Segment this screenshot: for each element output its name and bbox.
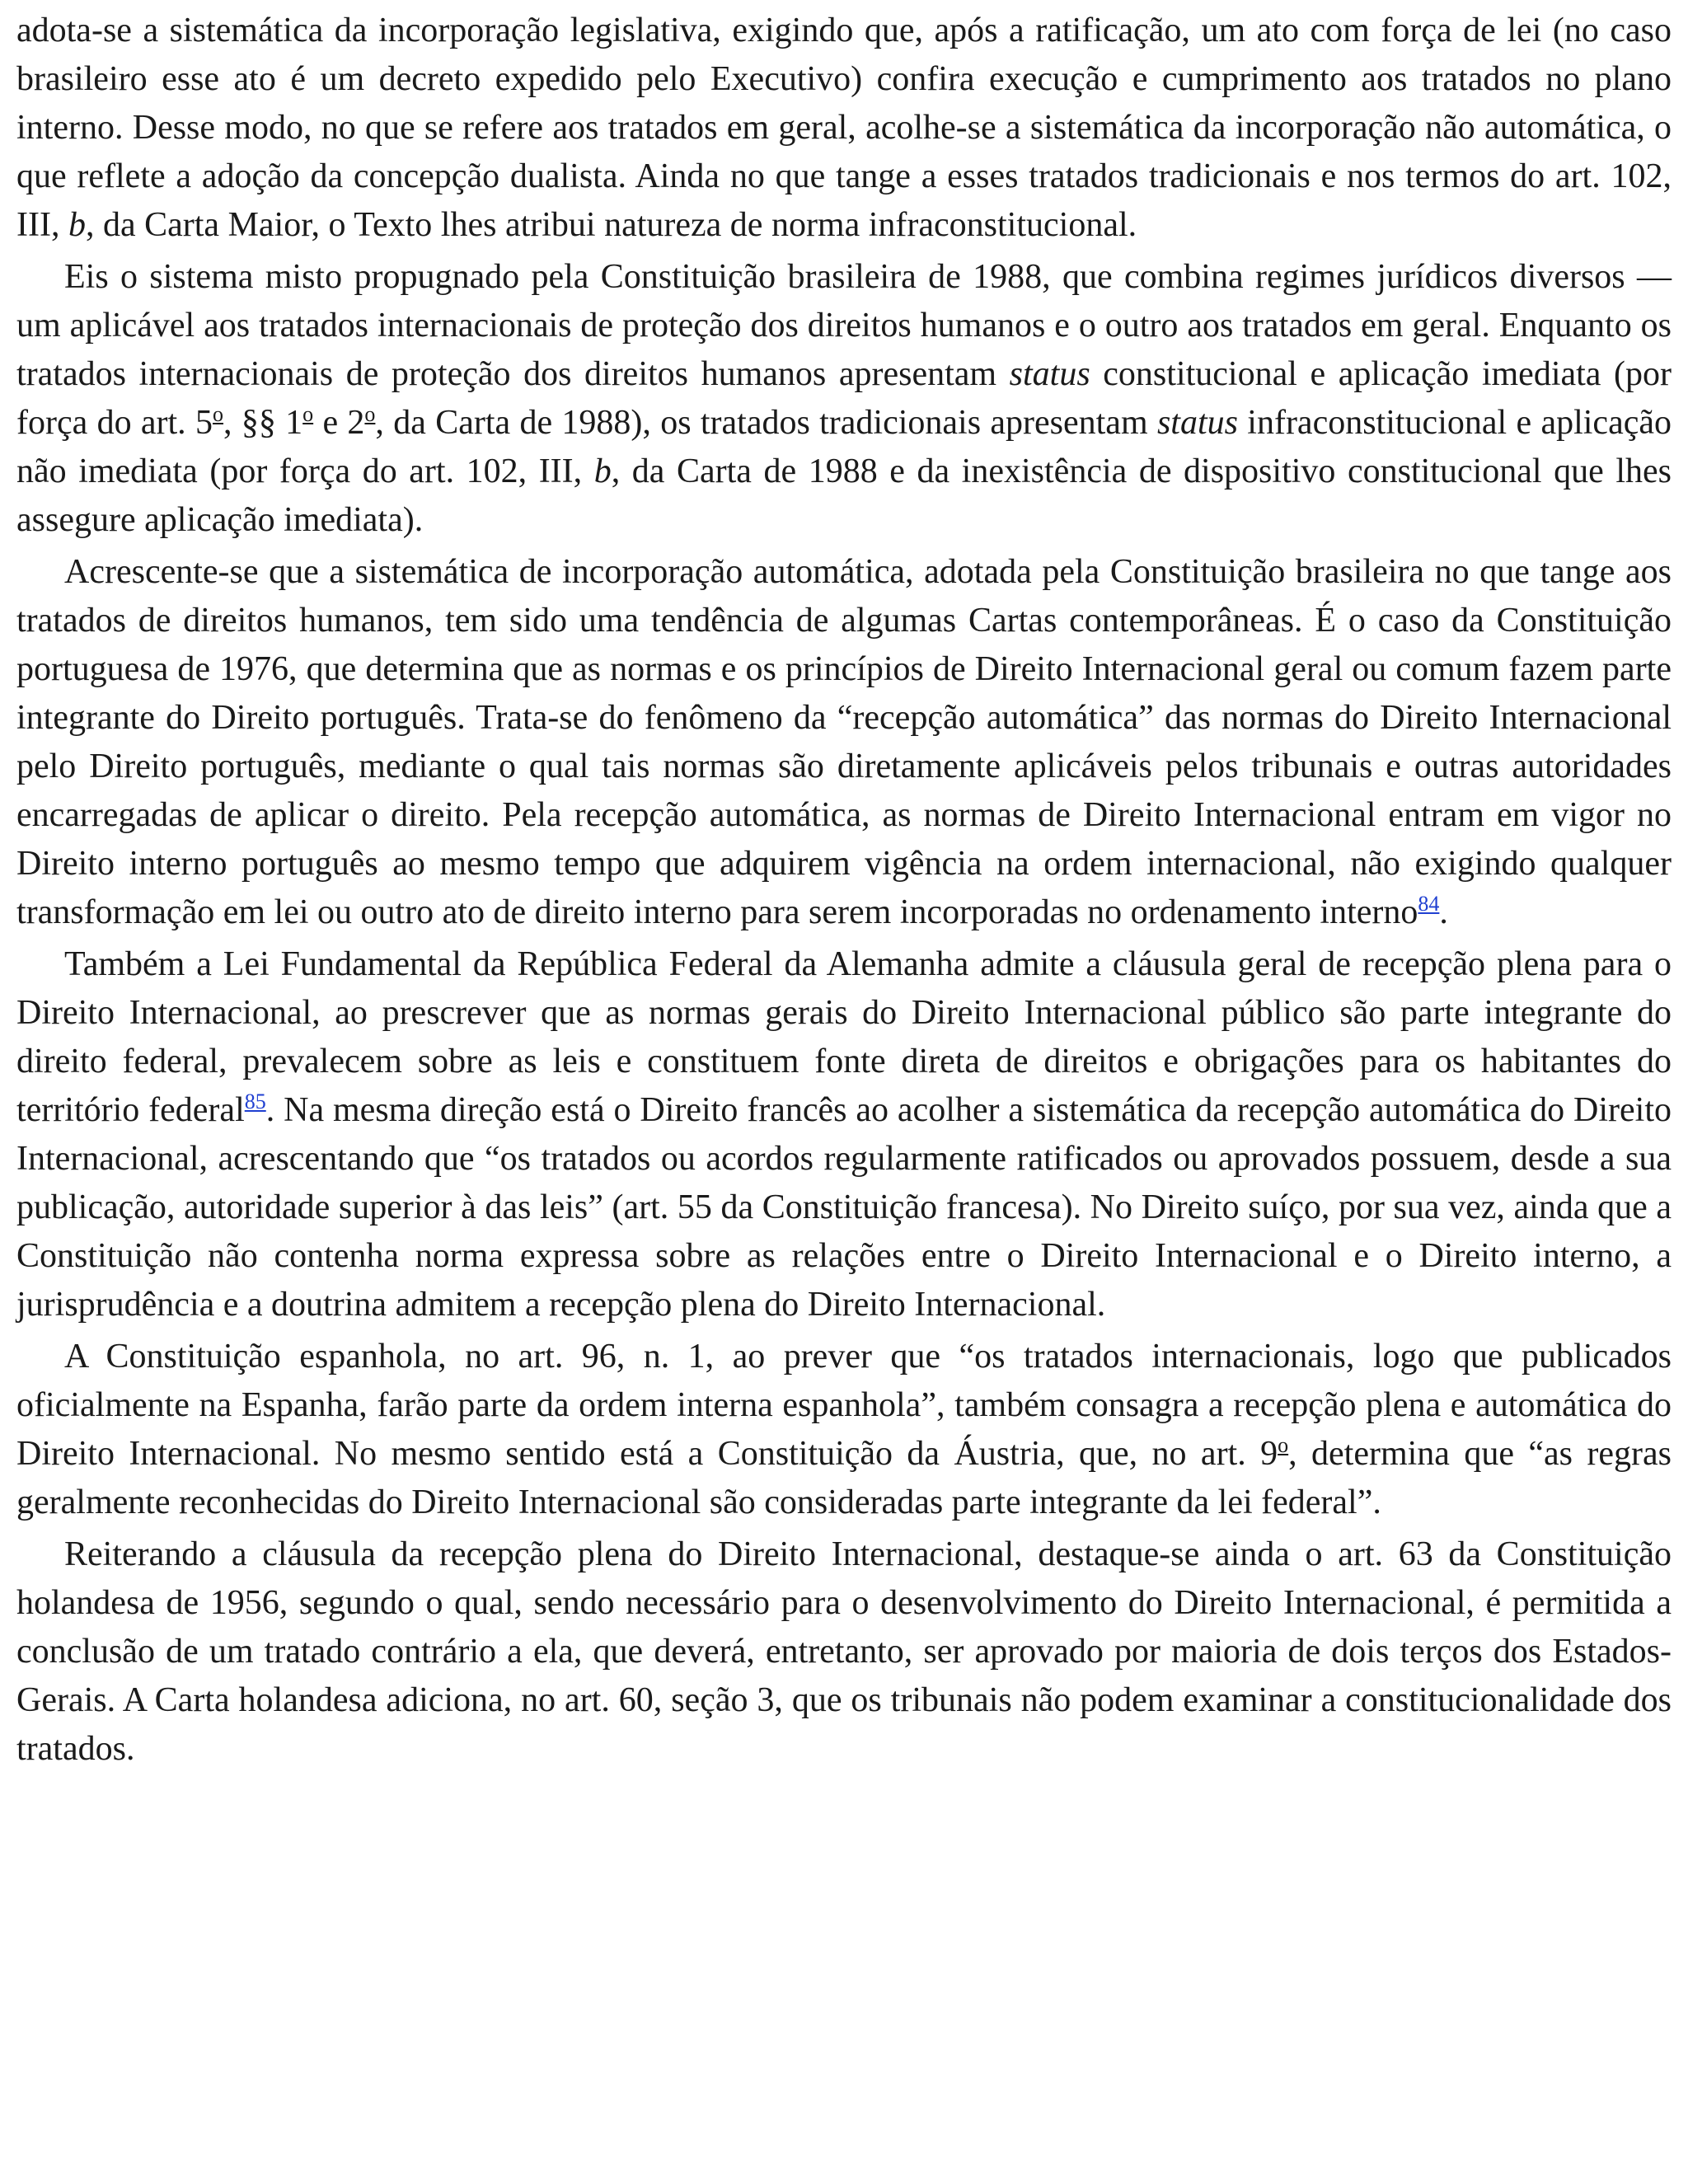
ordinal-superscript: o [1278, 1433, 1289, 1457]
body-paragraph [16, 940, 1672, 1329]
paragraph-text: , da Carta Maior, o Texto lhes atribui natureza de norma infraconstitucional. [85, 206, 1137, 244]
paragraph-text: , da Carta de 1988), os tratados tradicionais apresentam [375, 404, 1157, 442]
paragraph-text: constitucional e aplicação imediata (por força do art. 5 [16, 355, 1672, 442]
paragraph-text: , §§ 1 [223, 404, 303, 442]
paragraph-text: A Constituição espanhola, no art. 96, n. 1, ao prever que “os tratados internacionais, logo que publicados oficialmente na Espanha, farão parte da ordem interna espanhola”, também consagra a recepção plena e automática do Direito Internacional. No mesmo sentido está a Constituição da Áustria, que, no art. 9 [16, 1338, 1672, 1473]
italic-text: b [593, 452, 612, 490]
paragraph-text: infraconstitucional e aplicação não imediata (por força do art. 102, III, [16, 404, 1672, 490]
ordinal-superscript: o [213, 402, 223, 426]
paragraph-text: . [1439, 893, 1448, 931]
italic-text: status [1156, 404, 1238, 442]
body-paragraph [16, 548, 1672, 937]
italic-text: b [68, 206, 86, 244]
italic-text: status [1009, 355, 1090, 393]
body-paragraph [16, 1333, 1672, 1527]
paragraph-text: e 2 [313, 404, 365, 442]
body-paragraph [16, 7, 1672, 250]
paragraph-text: Também a Lei Fundamental da República Federal da Alemanha admite a cláusula geral de recepção plena para o Direito Internacional, ao prescrever que as normas gerais do Direito Internacional público são parte integrante do direito federal, prevalecem sobre as leis e constituem fonte direta de direitos e obrigações para os habitantes do território federal [16, 945, 1672, 1129]
paragraph-text: adota-se a sistemática da incorporação legislativa, exigindo que, após a ratificação, um ato com força de lei (no caso brasileiro esse ato é um decreto expedido pelo Executivo) confira execução e cumprimento aos tratados no plano interno. Desse modo, no que se refere aos tratados em geral, acolhe-se a sistemática da incorporação não automática, o que reflete a adoção da concepção dualista. Ainda no que tange a esses tratados tradicionais e nos termos do art. 102, III, [16, 12, 1672, 244]
paragraph-text: Acrescente-se que a sistemática de incorporação automática, adotada pela Constituição brasileira no que tange aos tratados de direitos humanos, tem sido uma tendência de algumas Cartas contemporâneas. É o caso da Constituição portuguesa de 1976, que determina que as normas e os princípios de Direito Internacional geral ou comum fazem parte integrante do Direito português. Trata-se do fenômeno da “recepção automática” das normas do Direito Internacional pelo Direito português, mediante o qual tais normas são diretamente aplicáveis pelos tribunais e outras autoridades encarregadas de aplicar o direito. Pela recepção automática, as normas de Direito Internacional entram em vigor no Direito interno português ao mesmo tempo que adquirem vigência na ordem internacional, não exigindo qualquer transformação em lei ou outro ato de direito interno para serem incorporadas no ordenamento interno [16, 553, 1672, 931]
body-paragraph [16, 1530, 1672, 1774]
footnote-link[interactable]: 84 [1418, 892, 1440, 916]
paragraph-text: , determina que “as regras geralmente reconhecidas do Direito Internacional são consideradas parte integrante da lei federal”. [16, 1435, 1672, 1521]
paragraph-text: , da Carta de 1988 e da inexistência de dispositivo constitucional que lhes assegure aplicação imediata). [16, 452, 1672, 539]
body-paragraph [16, 253, 1672, 545]
ordinal-superscript: o [302, 402, 314, 426]
paragraph-text: Eis o sistema misto propugnado pela Constituição brasileira de 1988, que combina regimes jurídicos diversos — um aplicável aos tratados internacionais de proteção dos direitos humanos e o outro aos tratados em geral. Enquanto os tratados internacionais de proteção dos direitos humanos apresentam [16, 258, 1672, 393]
paragraph-text: . Na mesma direção está o Direito francês ao acolher a sistemática da recepção automática do Direito Internacional, acrescentando que “os tratados ou acordos regularmente ratificados ou aprovados possuem, desde a sua publicação, autoridade superior à das leis” (art. 55 da Constituição francesa). No Direito suíço, por sua vez, ainda que a Constituição não contenha norma expressa sobre as relações entre o Direito Internacional e o Direito interno, a jurisprudência e a doutrina admitem a recepção plena do Direito Internacional. [16, 1091, 1672, 1324]
ordinal-superscript: o [364, 402, 376, 426]
paragraph-text: Reiterando a cláusula da recepção plena do Direito Internacional, destaque-se ainda o art. 63 da Constituição holandesa de 1956, segundo o qual, sendo necessário para o desenvolvimento do Direito Internacional, é permitida a conclusão de um tratado contrário a ela, que deverá, entretanto, ser aprovado por maioria de dois terços dos Estados-Gerais. A Carta holandesa adiciona, no art. 60, seção 3, que os tribunais não podem examinar a constitucionalidade dos tratados. [16, 1535, 1672, 1768]
footnote-link[interactable]: 85 [244, 1090, 266, 1113]
